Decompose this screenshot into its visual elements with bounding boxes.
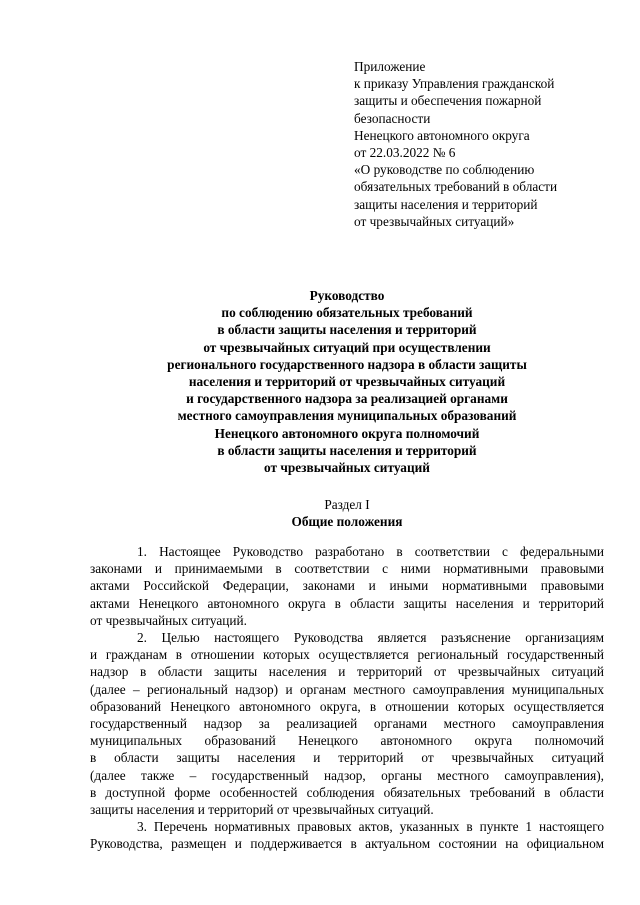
paragraph-line: законами и принимаемыми в соответствии с ними нормативными правовыми: [90, 561, 604, 577]
document-title: [90, 287, 604, 476]
paragraph-line: 1. Настоящее Руководство разработано в соответствии с федеральными: [137, 544, 604, 559]
paragraph-line: (далее – региональный надзор) и органам местного самоуправления муниципальных: [90, 681, 604, 697]
paragraph: [90, 629, 604, 818]
appendix-block: [354, 58, 614, 230]
paragraph-line: (далее также – государственный надзор, органы местного самоуправления),: [90, 767, 604, 783]
appendix-line: безопасности: [354, 110, 431, 126]
title-line: от чрезвычайных ситуаций: [264, 460, 430, 476]
paragraph-line: и гражданам в отношении которых осуществляется региональный государственный: [90, 647, 604, 663]
title-line: и государственного надзора за реализацией органами: [186, 391, 508, 407]
section-name: Общие положения: [291, 514, 403, 530]
paragraph-line: муниципальных образований Ненецкого автономного округа полномочий: [90, 733, 604, 749]
paragraph-line: актами Ненецкого автономного округа в области защиты населения и территорий: [90, 595, 604, 611]
paragraph-line: образований Ненецкого автономного округа, в отношении которых осуществляется: [90, 698, 604, 714]
appendix-line: защиты населения и территорий: [354, 196, 538, 212]
appendix-line: от 22.03.2022 № 6: [354, 145, 456, 161]
appendix-line: к приказу Управления гражданской: [354, 76, 555, 92]
title-line: в области защиты населения и территорий: [217, 442, 477, 458]
paragraph-line: защиты населения и территорий от чрезвычайных ситуаций.: [90, 802, 434, 818]
appendix-line: Приложение: [354, 59, 426, 74]
title-line: от чрезвычайных ситуаций при осуществлении: [203, 339, 491, 355]
paragraph-line: надзор в области защиты населения и территорий от чрезвычайных ситуаций: [90, 664, 604, 680]
title-line: населения и территорий от чрезвычайных ситуаций: [188, 374, 506, 390]
paragraph-line: 3. Перечень нормативных правовых актов, указанных в пункте 1 настоящего: [137, 819, 604, 835]
appendix-line: от чрезвычайных ситуаций»: [354, 213, 515, 229]
title-line: Ненецкого автономного округа полномочий: [214, 425, 480, 441]
title-line: в области защиты населения и территорий: [217, 322, 477, 338]
appendix-line: «О руководстве по соблюдению: [354, 162, 535, 178]
paragraph: [90, 818, 604, 852]
appendix-line: Ненецкого автономного округа: [354, 127, 530, 143]
title-line: местного самоуправления муниципальных образований: [177, 408, 517, 424]
paragraph: [90, 543, 604, 629]
paragraph-line: государственный надзор за реализацией органами местного самоуправления: [90, 716, 604, 732]
appendix-line: защиты и обеспечения пожарной: [354, 93, 542, 109]
section-heading: [90, 496, 604, 530]
paragraph-line: в доступной форме особенностей соблюдения обязательных требований в области: [90, 784, 604, 800]
section-number: Раздел I: [324, 497, 370, 512]
paragraph-line: актами Российской Федерации, законами и иными нормативными правовыми: [90, 578, 604, 594]
title-line: регионального государственного надзора в области защиты: [167, 356, 527, 372]
paragraph-line: Руководства, размещен и поддерживается в актуальном состоянии на официальном: [90, 836, 604, 852]
appendix-line: обязательных требований в области: [354, 179, 558, 195]
document-body: [90, 543, 604, 853]
paragraph-line: от чрезвычайных ситуаций.: [90, 612, 247, 628]
title-line: по соблюдению обязательных требований: [221, 305, 473, 321]
title-line: Руководство: [309, 288, 385, 303]
paragraph-line: 2. Целью настоящего Руководства является разъяснение организациям: [137, 630, 604, 646]
paragraph-line: в области защиты населения и территорий от чрезвычайных ситуаций: [90, 750, 604, 766]
